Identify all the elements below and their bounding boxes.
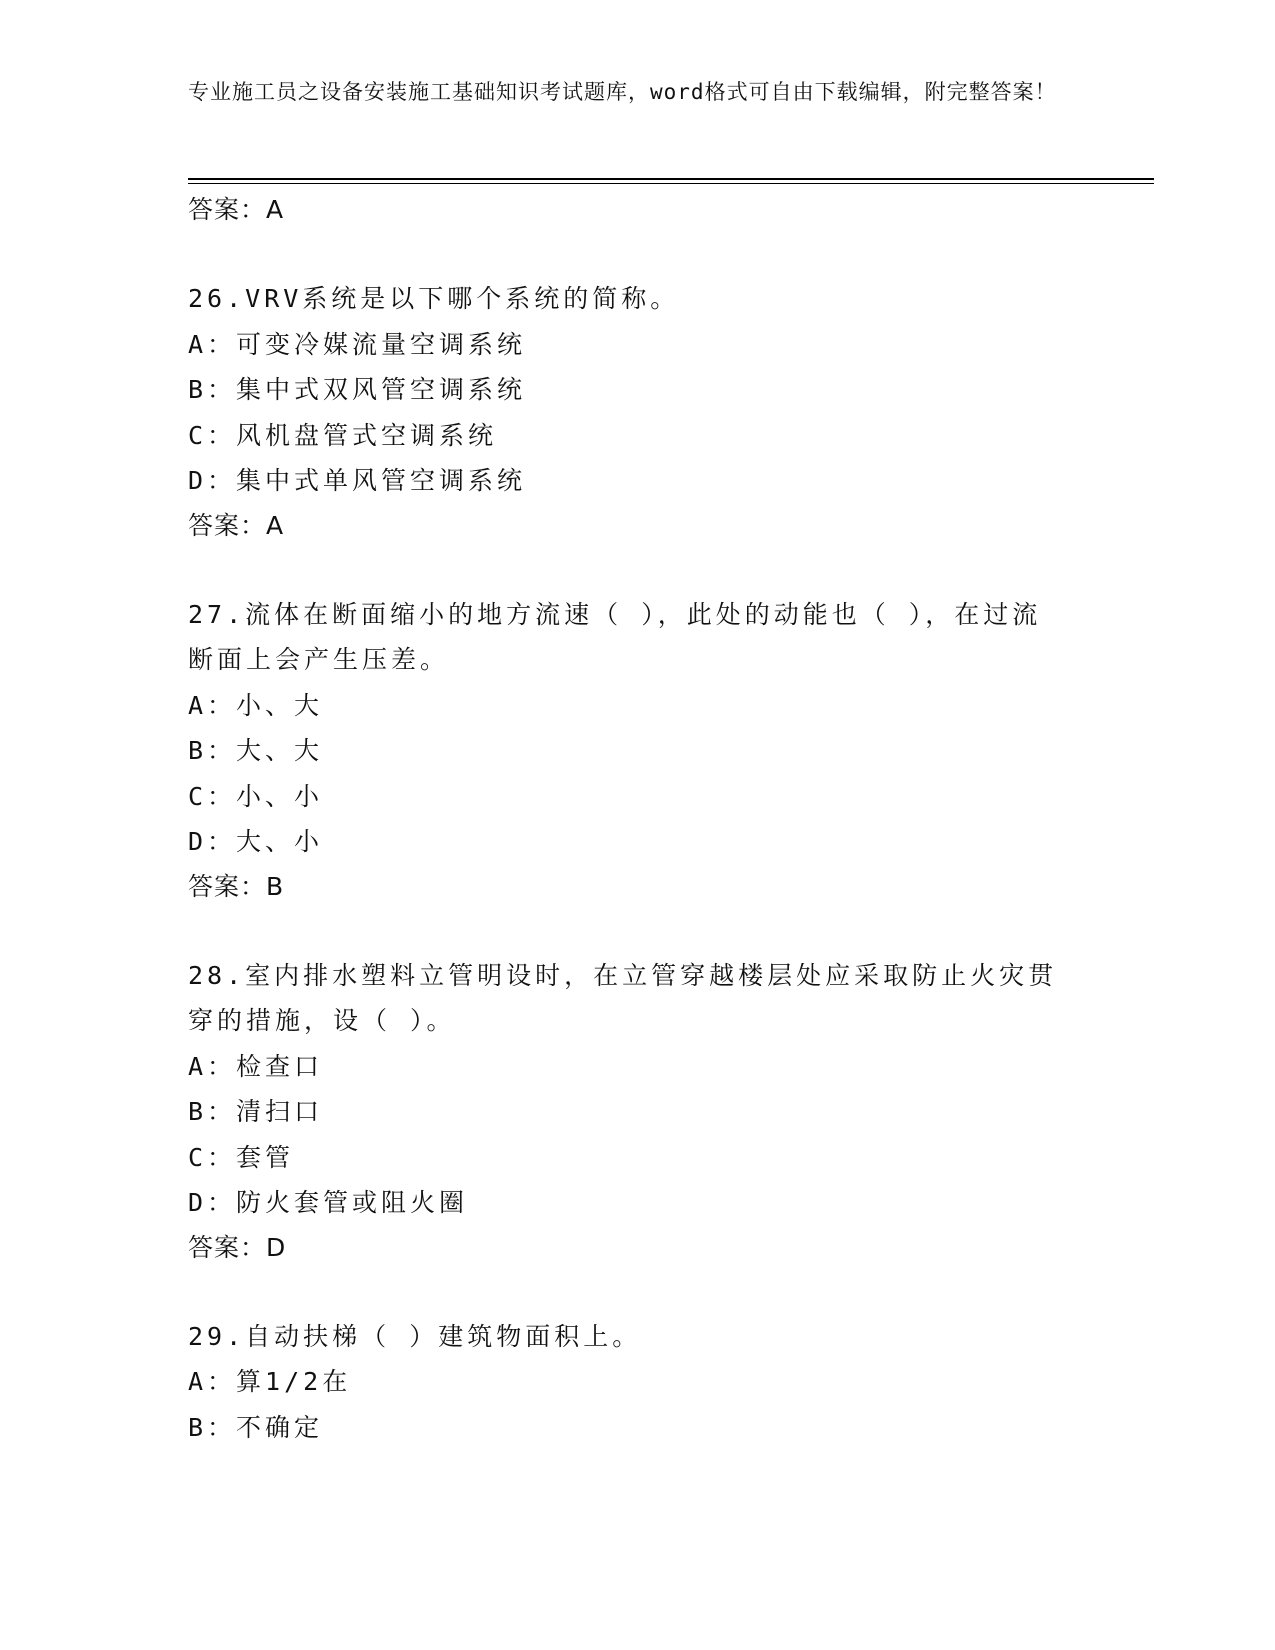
option-a: A：算1/2在: [188, 1367, 352, 1396]
question-28: [188, 953, 1088, 1270]
question-stem: 28.室内排水塑料立管明设时，在立管穿越楼层处应采取防止火灾贯穿的措施，设（ ）。: [188, 960, 1058, 1035]
option-b: B：大、大: [188, 736, 324, 765]
question-stem: 26.VRV系统是以下哪个系统的简称。: [188, 284, 680, 313]
answer-prefix: 答案：: [188, 195, 267, 224]
option-c: C：风机盘管式空调系统: [188, 420, 498, 450]
answer-value: A: [266, 510, 285, 540]
answer-line: [188, 504, 1088, 548]
header-text: 专业施工员之设备安装施工基础知识考试题库，word格式可自由下载编辑，附完整答案！: [188, 80, 1057, 104]
option-b: B：不确定: [188, 1412, 324, 1442]
question-29: [188, 1314, 1088, 1451]
option-a: A：小、大: [188, 690, 324, 720]
option-d: D：集中式单风管空调系统: [188, 466, 527, 495]
header-rule-thick: [188, 178, 1154, 180]
option-c: C：小、小: [188, 781, 324, 811]
question-list: [188, 188, 1088, 1450]
option-a: A：可变冷媒流量空调系统: [188, 329, 527, 359]
option-d: D：防火套管或阻火圈: [188, 1188, 469, 1217]
answer-value: A: [266, 195, 285, 224]
question-26: [188, 276, 1088, 548]
option-b: B：集中式双风管空调系统: [188, 375, 527, 404]
document-header: [188, 76, 1068, 108]
answer-value: D: [266, 1232, 287, 1262]
answer-prefix: 答案：: [188, 510, 267, 540]
option-a: A：检查口: [188, 1051, 324, 1081]
answer-line: [188, 1226, 1088, 1270]
option-b: B：清扫口: [188, 1097, 324, 1126]
option-d: D：大、小: [188, 827, 324, 856]
option-c: C：套管: [188, 1142, 295, 1172]
answer-line: [188, 188, 1088, 232]
answer-value: B: [266, 871, 285, 901]
question-27: [188, 592, 1088, 909]
question-stem: 29.自动扶梯（ ）建筑物面积上。: [188, 1321, 642, 1351]
answer-line: [188, 865, 1088, 909]
answer-prefix: 答案：: [188, 1232, 267, 1262]
question-stem: 27.流体在断面缩小的地方流速（ ），此处的动能也（ ），在过流断面上会产生压差。: [188, 599, 1042, 674]
header-rule-thin: [188, 183, 1154, 184]
answer-prefix: 答案：: [188, 871, 267, 901]
